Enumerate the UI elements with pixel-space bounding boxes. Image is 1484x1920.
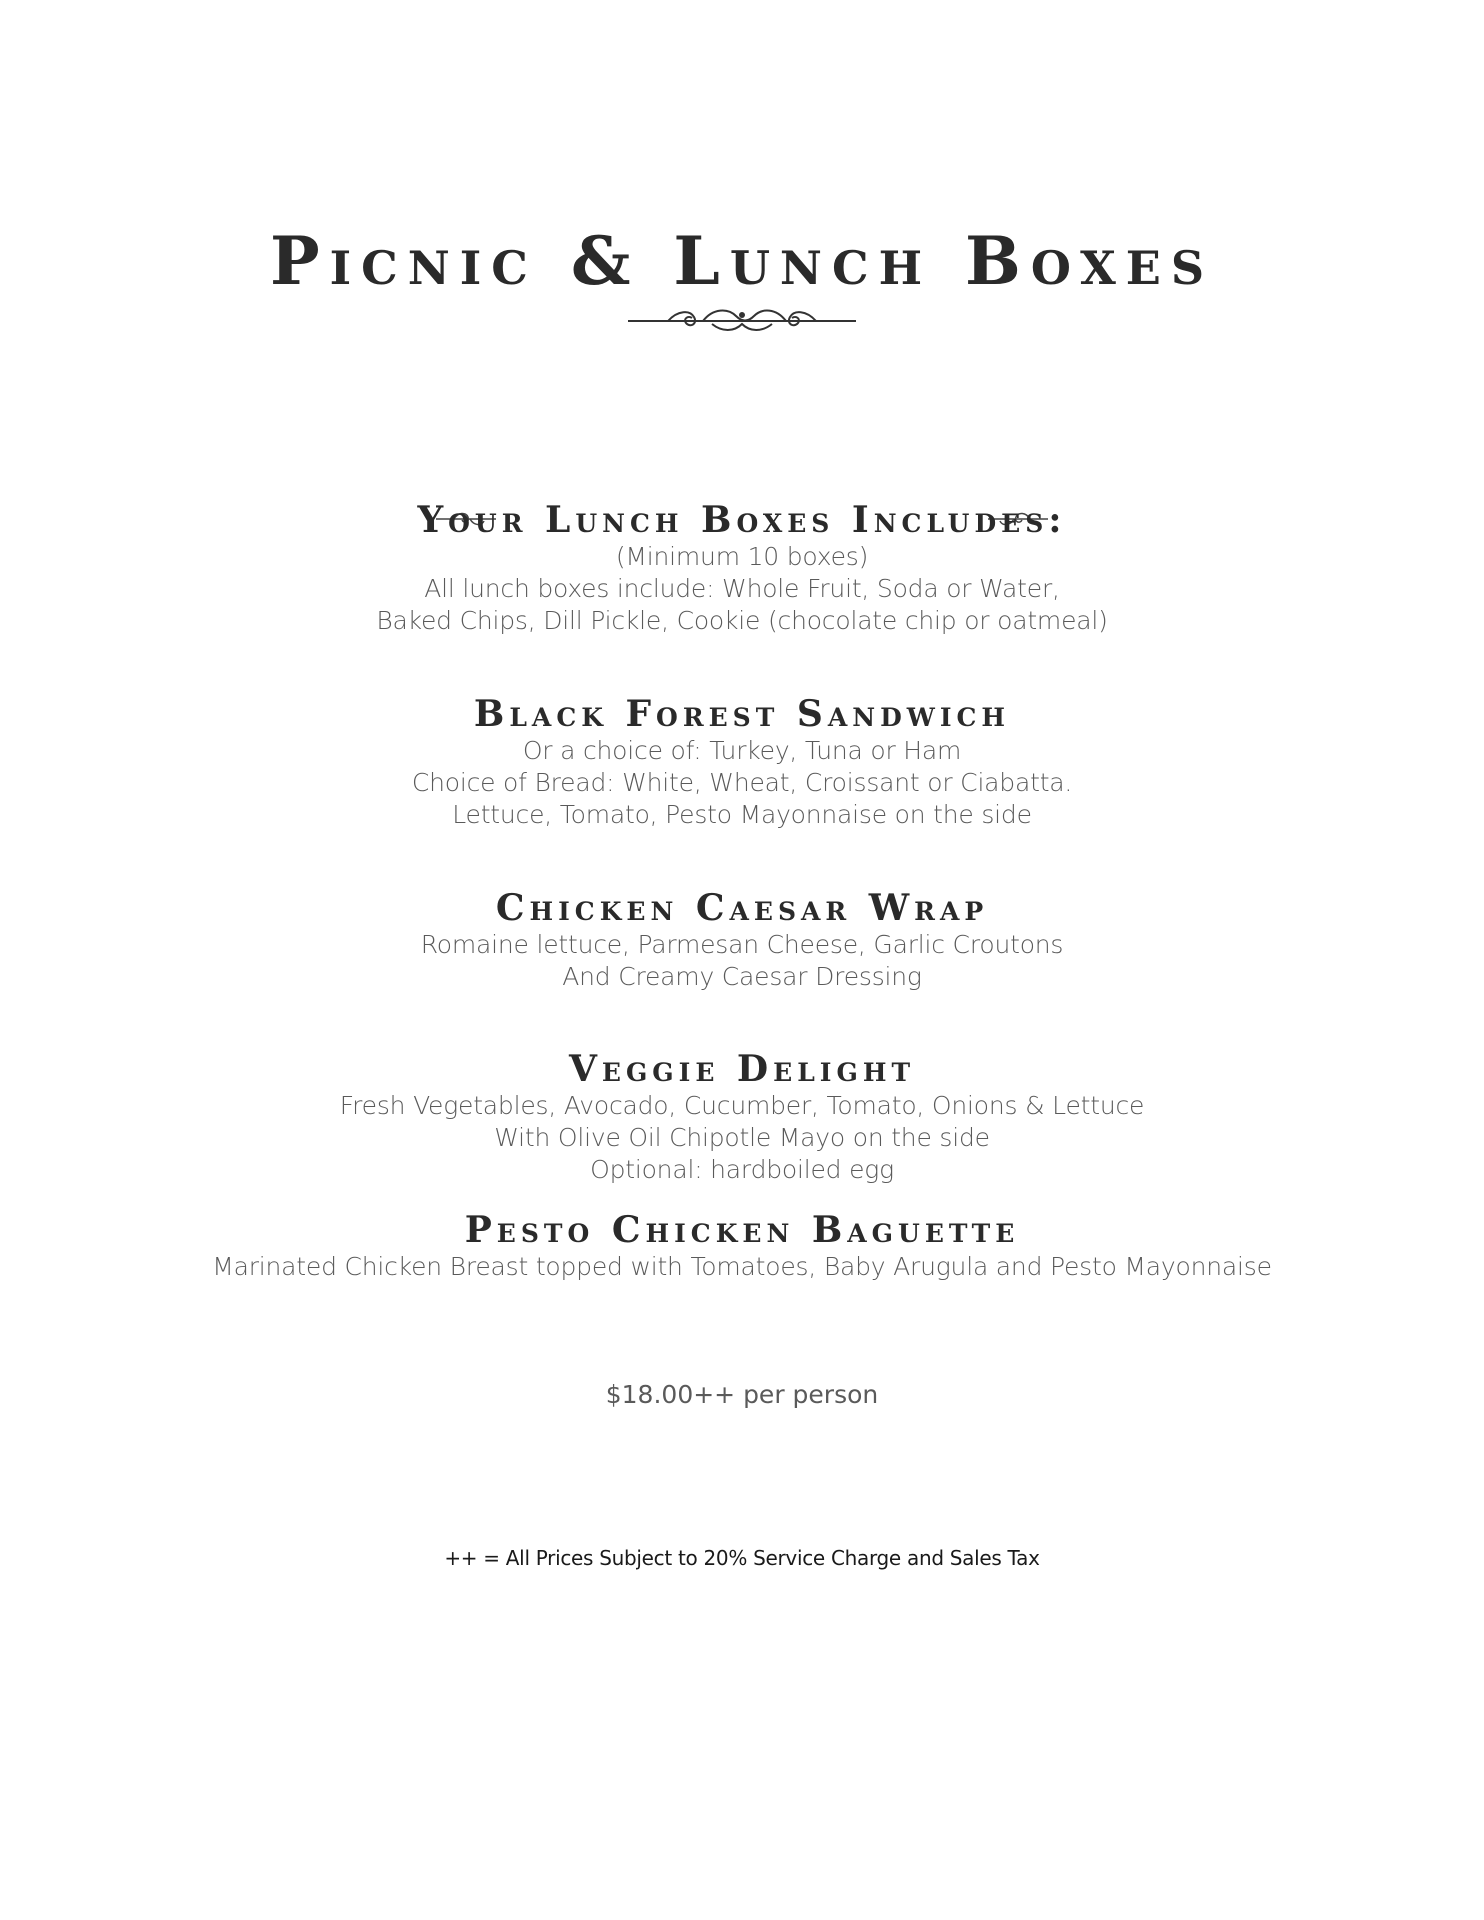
menu-item-title: Chicken Caesar Wrap (495, 887, 989, 929)
price-per-person: $18.00++ per person (605, 1380, 879, 1409)
menu-item-description: With Olive Oil Chipotle Mayo on the side (494, 1123, 990, 1152)
menu-item-description: Or a choice of: Turkey, Tuna or Ham (522, 736, 962, 765)
intro-heading: Your Lunch Boxes Includes: (417, 499, 1067, 541)
page-title: Picnic & Lunch Boxes (269, 222, 1215, 300)
menu-item-description: Romaine lettuce, Parmesan Cheese, Garlic Croutons (420, 930, 1064, 959)
menu-item-description: Marinated Chicken Breast topped with Tomatoes, Baby Arugula and Pesto Mayonnaise (212, 1252, 1272, 1281)
intro-line: All lunch boxes include: Whole Fruit, Soda or Water, (424, 574, 1060, 603)
menu-item-title: Black Forest Sandwich (473, 693, 1011, 735)
menu-item-description: Choice of Bread: White, Wheat, Croissant or Ciabatta. (411, 768, 1073, 797)
service-charge-footnote: ++ = All Prices Subject to 20% Service Charge and Sales Tax (444, 1546, 1040, 1570)
menu-item-description: Fresh Vegetables, Avocado, Cucumber, Tomato, Onions & Lettuce (339, 1091, 1145, 1120)
title-flourish-ornament (628, 302, 856, 340)
menu-item-description: Optional: hardboiled egg (590, 1155, 894, 1184)
intro-line: Baked Chips, Dill Pickle, Cookie (chocolate chip or oatmeal) (376, 606, 1108, 635)
menu-item-description: And Creamy Caesar Dressing (562, 962, 922, 991)
menu-item-title: Veggie Delight (568, 1048, 916, 1090)
menu-item-description: Lettuce, Tomato, Pesto Mayonnaise on the side (452, 800, 1032, 829)
menu-item-title: Pesto Chicken Baguette (464, 1209, 1020, 1251)
intro-line: (Minimum 10 boxes) (615, 542, 869, 571)
